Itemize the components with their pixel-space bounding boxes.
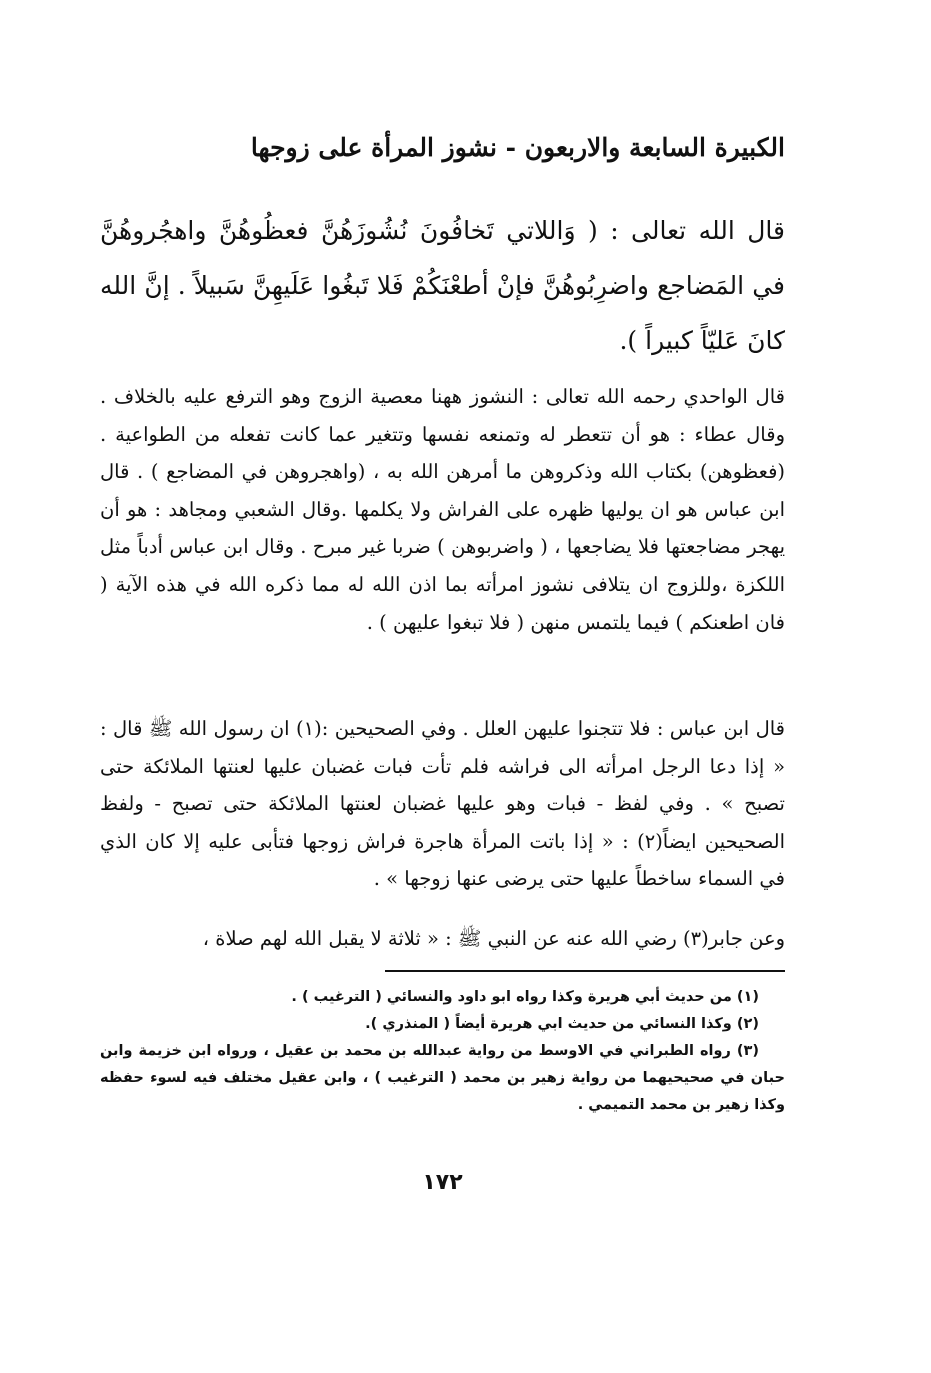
hadith-paragraph-continued: وعن جابر(٣) رضي الله عنه عن النبي ﷺ : « ثلاثة لا يقبل الله لهم صلاة ، (202, 927, 785, 950)
footnote-1: (١) من حديث أبي هريرة وكذا رواه ابو داود والنسائي ( الترغيب ) . (291, 989, 759, 1005)
footnote-divider (385, 970, 785, 972)
hadith-paragraph: قال ابن عباس : فلا تتجنوا عليهن العلل . وفي الصحيحين :(١) ان رسول الله ﷺ قال : « إذا دعا الرجل امرأته الى فراشه فلم تأت فبات غضبان عليها لعنتها الملائكة حتى تصبح » . وفي لفظ - فبات وهو عليها غضبان لعنتها الملائكة حتى تصبح - ولفظ الصحيحين ايضاً(٢) : « إذا باتت المرأة هاجرة فراش زوجها فتأبى عليه إلا كان الذي في السماء ساخطاً عليها حتى يرضى عنها زوجها » . (100, 717, 785, 891)
footnote-2: (٢) وكذا النسائي من حديث ابي هريرة أيضاً ( المنذري ). (365, 1016, 759, 1032)
page-number: ١٧٢ (422, 1170, 463, 1195)
footnote-3: (٣) رواه الطبراني في الاوسط من رواية عبدالله بن محمد بن عقيل ، ورواه ابن خزيمة وابن حبان في صحيحيهما من رواية زهير بن محمد ( الترغيب ) ، وابن عقيل مختلف فيه لسوء حفظه وكذا زهير بن محمد التميمي . (100, 1043, 785, 1113)
commentary-paragraph: قال الواحدي رحمه الله تعالى : النشوز ههنا معصية الزوج وهو الترفع عليه بالخلاف . وقال عطاء : هو أن تتعطر له وتمنعه نفسها وتتغير عما كانت تفعله من الطواعية . (فعظوهن) بكتاب الله وذكروهن ما أمرهن الله به ، (واهجروهن في المضاجع ) . قال ابن عباس هو ان يوليها ظهره على الفراش ولا يكلمها .وقال الشعبي ومجاهد : هو أن يهجر مضاجعتها فلا يضاجعها ، ( واضربوهن ) ضربا غير مبرح . وقال ابن عباس أدباً مثل اللكزة ،وللزوج ان يتلافى نشوز امرأته بما اذن الله له مما ذكره الله في هذه الآية ( فان اطعنكم ) فيما يلتمس منهن ( فلا تبغوا عليهن ) . (100, 385, 785, 634)
chapter-heading: الكبيرة السابعة والاربعون - نشوز المرأة على زوجها (250, 133, 785, 162)
quran-verse: قال الله تعالى : ( وَاللاتي تَخافُونَ نُشُوزَهُنَّ فعظُوهُنَّ واهجُروهُنَّ في المَضاجع واضرِبُوهُنَّ فإنْ أطعْنَكُمْ فَلا تَبغُوا عَلَيهِنَّ سَبيلاً . إنَّ الله كانَ عَليّاً كبيراً ). (100, 216, 785, 355)
book-page (100, 0, 785, 1373)
footnotes-block (100, 984, 785, 1119)
